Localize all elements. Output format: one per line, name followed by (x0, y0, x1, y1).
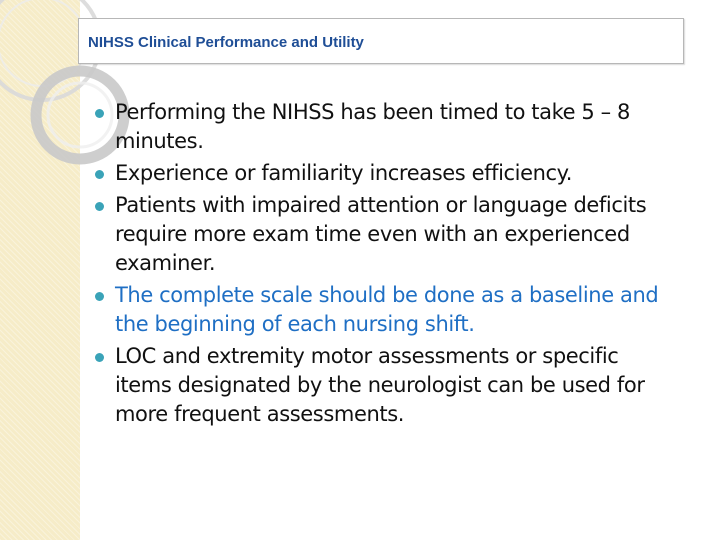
bullet-marker-icon (95, 353, 104, 362)
bullet-item (95, 342, 675, 429)
bullet-text: LOC and extremity motor assessments or specific items designated by the neurologist can be used for more frequent assessments. (115, 344, 645, 426)
bullet-text: Performing the NIHSS has been timed to take 5 – 8 minutes. (115, 100, 630, 153)
bullet-item (95, 159, 675, 188)
bullet-item (95, 191, 675, 278)
bullet-marker-icon (95, 292, 104, 301)
bullet-text: The complete scale should be done as a baseline and the beginning of each nursing shift. (115, 283, 659, 336)
decorative-side-band (0, 0, 80, 540)
bullet-marker-icon (95, 109, 104, 118)
bullet-text: Patients with impaired attention or language deficits require more exam time even with an experienced examiner. (115, 193, 647, 275)
bullet-list (95, 98, 675, 432)
bullet-item (95, 98, 675, 156)
bullet-item-highlighted (95, 281, 675, 339)
title-box (78, 18, 684, 64)
slide-title: NIHSS Clinical Performance and Utility (88, 34, 364, 51)
bullet-text: Experience or familiarity increases efficiency. (115, 161, 572, 185)
bullet-marker-icon (95, 170, 104, 179)
bullet-marker-icon (95, 202, 104, 211)
